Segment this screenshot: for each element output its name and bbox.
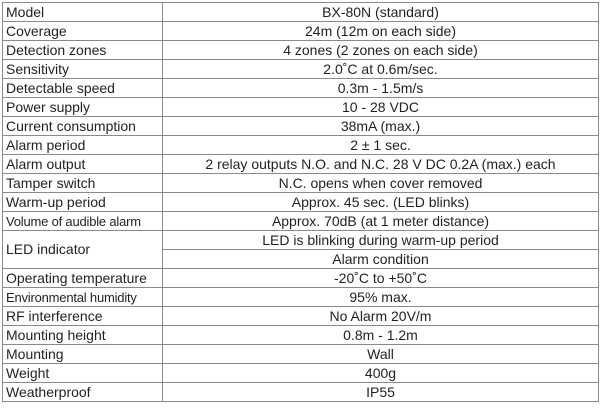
spec-value: -20˚C to +50˚C bbox=[163, 269, 599, 288]
spec-value: Approx. 70dB (at 1 meter distance) bbox=[163, 212, 599, 231]
spec-row bbox=[3, 155, 599, 174]
spec-row bbox=[3, 3, 599, 22]
spec-label: Model bbox=[3, 3, 163, 22]
spec-row bbox=[3, 41, 599, 60]
spec-value: 400g bbox=[163, 364, 599, 383]
spec-row bbox=[3, 193, 599, 212]
spec-label: Alarm period bbox=[3, 136, 163, 155]
spec-label: Detection zones bbox=[3, 41, 163, 60]
spec-row bbox=[3, 269, 599, 288]
spec-label: Mounting height bbox=[3, 326, 163, 345]
spec-value: No Alarm 20V/m bbox=[163, 307, 599, 326]
spec-table bbox=[2, 2, 599, 402]
spec-value: 24m (12m on each side) bbox=[163, 22, 599, 41]
spec-value: N.C. opens when cover removed bbox=[163, 174, 599, 193]
spec-label: Operating temperature bbox=[3, 269, 163, 288]
spec-value: Approx. 45 sec. (LED blinks) bbox=[163, 193, 599, 212]
spec-label: Current consumption bbox=[3, 117, 163, 136]
spec-row bbox=[3, 383, 599, 402]
spec-label: Alarm output bbox=[3, 155, 163, 174]
spec-row bbox=[3, 79, 599, 98]
spec-row bbox=[3, 136, 599, 155]
spec-label: Weight bbox=[3, 364, 163, 383]
spec-label: Volume of audible alarm bbox=[3, 212, 163, 231]
spec-label: Tamper switch bbox=[3, 174, 163, 193]
spec-value: 38mA (max.) bbox=[163, 117, 599, 136]
spec-value: 2.0˚C at 0.6m/sec. bbox=[163, 60, 599, 79]
spec-label: Environmental humidity bbox=[3, 288, 163, 307]
spec-label: Detectable speed bbox=[3, 79, 163, 98]
spec-value: BX-80N (standard) bbox=[163, 3, 599, 22]
spec-row bbox=[3, 98, 599, 117]
spec-row bbox=[3, 212, 599, 231]
spec-value: 4 zones (2 zones on each side) bbox=[163, 41, 599, 60]
spec-label: Sensitivity bbox=[3, 60, 163, 79]
spec-value: 0.3m - 1.5m/s bbox=[163, 79, 599, 98]
spec-label: Weatherproof bbox=[3, 383, 163, 402]
spec-row bbox=[3, 174, 599, 193]
spec-value: Alarm condition bbox=[163, 250, 599, 269]
spec-value: LED is blinking during warm-up period bbox=[163, 231, 599, 250]
spec-label: Warm-up period bbox=[3, 193, 163, 212]
spec-row bbox=[3, 307, 599, 326]
spec-value: 2 ± 1 sec. bbox=[163, 136, 599, 155]
spec-row bbox=[3, 326, 599, 345]
spec-row bbox=[3, 60, 599, 79]
spec-value: 2 relay outputs N.O. and N.C. 28 V DC 0.2A (max.) each bbox=[163, 155, 599, 174]
spec-row bbox=[3, 345, 599, 364]
spec-row bbox=[3, 364, 599, 383]
spec-table-body bbox=[3, 3, 599, 402]
spec-label: LED indicator bbox=[3, 231, 163, 269]
spec-label: Mounting bbox=[3, 345, 163, 364]
spec-row bbox=[3, 22, 599, 41]
spec-value: 0.8m - 1.2m bbox=[163, 326, 599, 345]
spec-label: Coverage bbox=[3, 22, 163, 41]
spec-label: RF interference bbox=[3, 307, 163, 326]
spec-row bbox=[3, 117, 599, 136]
spec-value: Wall bbox=[163, 345, 599, 364]
spec-value: 95% max. bbox=[163, 288, 599, 307]
spec-row bbox=[3, 288, 599, 307]
spec-label: Power supply bbox=[3, 98, 163, 117]
spec-row bbox=[3, 231, 599, 250]
spec-value: IP55 bbox=[163, 383, 599, 402]
spec-value: 10 - 28 VDC bbox=[163, 98, 599, 117]
